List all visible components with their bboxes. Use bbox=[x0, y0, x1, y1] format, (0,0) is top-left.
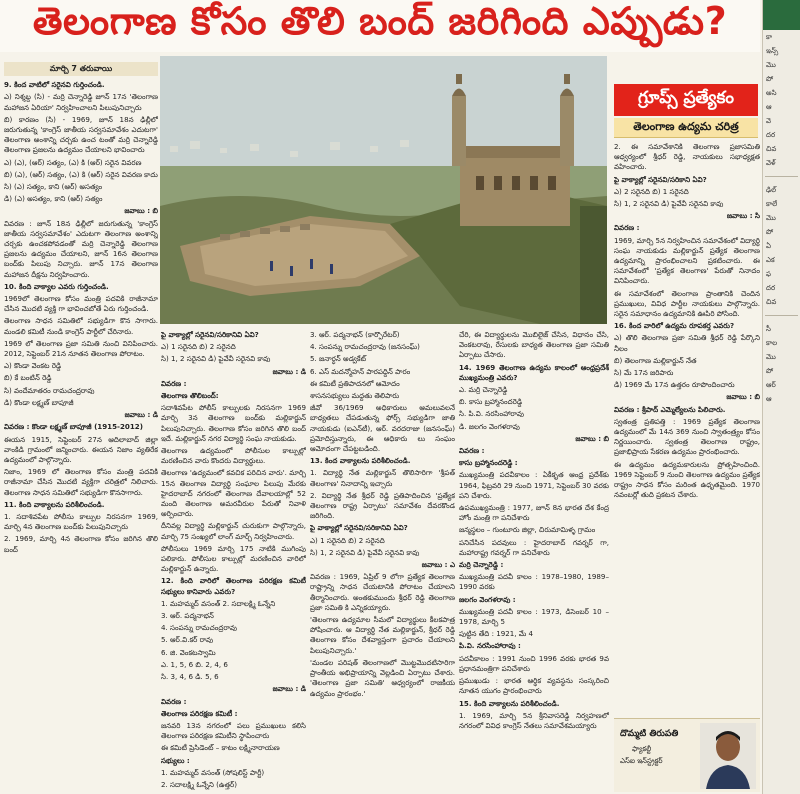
answer-line: జవాబు : బి bbox=[575, 433, 609, 443]
question-line: వివరణ : bbox=[161, 378, 187, 388]
groups-special-banner bbox=[614, 84, 758, 116]
body-line: ఎ) కొండా వెంకట రెడ్డి bbox=[4, 361, 62, 371]
column-3 bbox=[310, 330, 455, 790]
question-line: పై వాక్యాల్లో సరైనవి/సరికానివి ఏవి? bbox=[310, 523, 408, 533]
adjacent-column-strip bbox=[762, 0, 800, 794]
adjacent-item: మొ bbox=[766, 214, 776, 222]
body-line: ఎ) 2 సరైనది బి) 1 సరైనది bbox=[614, 186, 689, 196]
adjacent-item: ఢిల్ bbox=[766, 186, 777, 194]
body-line: 1. 1969, మార్చి 5న శ్రీనివాసరెడ్డి నిర్వహణలో నగరంలో వివిధ కాంగ్రెస్ నేతలు సమావేశమయ్యారు bbox=[459, 710, 609, 730]
body-line: ఈ కమిటీ ప్రెసిడెంట్ – కాటం లక్ష్మినారాయణ bbox=[161, 743, 280, 753]
adjacent-item: చివ bbox=[766, 145, 777, 153]
body-line: 6. ఎస్ మదన్మోహన్ పారపద్దిన్ పారం bbox=[310, 366, 411, 376]
body-line: ఈ ఉద్యమం ఉద్యమకారులను ప్రోత్సహించింది. 1969 సెప్టెంబర్ 9 నుంచి తెలంగాణ ఉద్యమం ప్రత్యేక రాష్ట్రం సాధన కోసం మరింత ఉధృతమైంది. 1970 నవంబర్లో తుది ప్రకటన చేశారు. bbox=[614, 459, 760, 500]
headline: తెలంగాణ కోసం తొలి బంద్ జరిగింది ఎప్పుడు? bbox=[32, 0, 728, 43]
headline-banner bbox=[0, 0, 760, 52]
body-line: స్వతంత్ర ప్రతిపత్తి : 1969 ప్రత్యేక తెలంగాణ ఉద్యమంలో మే 14న 369 నుంచి స్వాతంత్ర్యం కోసం నిర్ణయించారు. స్వతంత్ర తెలంగాణ రాష్ట్రం, ప్రజాభిప్రాయ సేకరణ ఉద్యమం ప్రారంభించారు. bbox=[614, 416, 760, 457]
question-line: వివరణ : bbox=[459, 446, 485, 456]
adjacent-item: దర bbox=[766, 284, 776, 292]
question-line: కాసు బ్రహ్మానందరెడ్డి : bbox=[459, 458, 518, 468]
body-line: ఈయన 1915, సెప్టెంబర్ 27న ఆదిలాబాద్ జిల్లా వాంకిడి గ్రామంలో జన్మించారు. ఈయన నిజాం వ్యతిరేక ఉద్యమంలో పాల్గొన్నారు. bbox=[4, 434, 158, 464]
adjacent-divider bbox=[765, 315, 798, 316]
body-line: 2. 1969, మార్చి 4న తెలంగాణ కోసం జరిగిన తొలి బంద్ bbox=[4, 534, 158, 554]
question-line: వివరణ : bbox=[614, 223, 640, 233]
body-line: 'తెలంగాణ ఉద్యమాల సీమలో విద్యార్థులు కీలకపాత్ర పోషించారు. ఆ విద్యార్థి నేత మల్లికార్జున్, శ్రీధర్ రెడ్డి తెలంగాణ కోసం దేశవ్యాప్తంగా ప్రచారం చేయాలని పిలుపునిచ్చారు.' bbox=[310, 615, 455, 655]
body-line: సి) (ఎ) సత్యం, కాని (ఆర్) అసత్యం bbox=[4, 182, 103, 192]
adjacent-item: అసి bbox=[766, 89, 777, 97]
adjacent-item: మొ bbox=[766, 353, 776, 361]
answer-line: జవాబు : సి bbox=[726, 211, 760, 221]
body-line: డి) కొండా లక్ష్మణ్ బాపూజీ bbox=[4, 397, 74, 407]
continued-tag: మార్చి 7 తరువాయి bbox=[4, 62, 158, 76]
body-line: సి. పి.వి. నరసింహారావు bbox=[459, 409, 524, 419]
body-line: బి. కాసు బ్రహ్మానందరెడ్డి bbox=[459, 397, 523, 407]
question-line: 10. కింది వాక్యాల ఎవరు గుర్తించండి. bbox=[4, 281, 109, 291]
section-subtitle: తెలంగాణ ఉద్యమ చరిత్ర bbox=[633, 119, 739, 133]
body-line: సి) మే 17న జరిపారు bbox=[614, 368, 674, 378]
body-line: 1. మహమ్మద్ వసంత్ 2. సదాలక్ష్మి ఓన్నేని bbox=[161, 598, 276, 608]
body-line: 5. జనార్ధన్ అడ్వకేట్ bbox=[310, 354, 367, 364]
body-line: 4. సంపన్ను రామచంద్రరావు bbox=[161, 623, 237, 633]
body-line: తెలంగాణ 'ఉద్యమంలో కవచిక పరిచిన వారు'. మార్చి 15న తెలంగాణ విద్యార్థి సంఘాల పిలుపు మేరకు హైదరాబాద్ నగరంలో తెలంగాణ దేవాలయాల్లో 52 మంది తెలంగాణ అమరవీరుల పేరుతో నివాళి అర్పించారు. bbox=[161, 468, 306, 519]
body-line: ఎ. 1, 5, 6 బి. 2, 4, 6 bbox=[161, 659, 228, 669]
answer-line: జవాబు : బి bbox=[124, 206, 158, 216]
question-line: 16. కింద వారిలో ఉద్యమ రూపకర్త ఎవరు? bbox=[614, 321, 735, 331]
body-line: ఉపముఖ్యమంత్రి : 1977, జూన్ 8న భారత దేశ కేంద్ర హోం మంత్రి గా పనిచేశారు bbox=[459, 503, 609, 523]
column-1 bbox=[4, 62, 158, 790]
question-line: వివరణ : కొండా లక్ష్మణ్ బాపూజీ (1915-2012) bbox=[4, 422, 143, 432]
telangana-movement-history-label bbox=[614, 118, 758, 138]
adjacent-item: చివ bbox=[766, 298, 777, 306]
question-line: 15. కింది వాక్యాలను పరిశీలించండి. bbox=[459, 698, 560, 708]
body-line: 4. సంపన్ను రామచంద్రరావు (జనసంఘ్) bbox=[310, 342, 420, 352]
question-line: పై వాక్యాల్లో సరైనవి/సరికానివి ఏవి? bbox=[161, 330, 259, 339]
answer-line: జవాబు : డి bbox=[272, 366, 306, 376]
body-line: ఎ) తొలి తెలంగాణ ప్రజా సమితి శ్రీధర్ రెడ్డి పేర్కొని నీలం bbox=[614, 333, 760, 353]
adjacent-item: సీ bbox=[766, 325, 771, 333]
adjacent-item: పో bbox=[766, 367, 774, 375]
adjacent-item: ఫ bbox=[766, 270, 771, 278]
body-line: పదవీకాలం : 1991 నుంచి 1996 వరకు భారత 9వ ప్రధానమంత్రిగా పనిచేశారు bbox=[459, 653, 609, 673]
body-line: సి) 1, 2 సరైనవి డి) పైవేవీ సరైనవి కావు bbox=[614, 199, 724, 209]
body-line: పుట్టిన తేది : 1921, మే 4 bbox=[459, 629, 534, 639]
body-line: ఎ) (ఎ), (ఆర్) సత్యం, (ఎ) కి (ఆర్) సరైన వివరణ bbox=[4, 157, 142, 167]
body-line: బి) (ఎ), (ఆర్) సత్యం, (ఎ) కి (ఆర్) సరైన వివరణ కాదు bbox=[4, 169, 158, 179]
column-3-body bbox=[310, 330, 455, 699]
adjacent-items bbox=[763, 30, 800, 406]
body-line: తెలంగాణ సాధన సమితిలో సభ్యుడిగా కొన సాగారు. మండలి కమిటీ నుండి కాంగ్రెస్ పార్టీలో చేరినారు. bbox=[4, 316, 158, 336]
body-line: 1. విద్యార్థి నేత మల్లికార్జున్ తొలిసారిగా 'శ్రీపత్ తెలంగాణ' నినాదాన్ని ఇచ్చారు bbox=[310, 468, 455, 488]
column-5 bbox=[614, 142, 760, 714]
adjacent-item: కా bbox=[766, 33, 773, 41]
body-line: 1969లో తెలంగాణ కోసం మంత్రి పదవికి రాజీనామా చేసిన మొదటి వ్యక్తి గా భావించబోతే ఏరు గుర్తించండి. bbox=[4, 294, 158, 314]
body-line: 5. ఆర్.వి.కర్ రావు bbox=[161, 635, 214, 645]
body-line: 1969, మార్చి 5న నిర్వహించిన సమావేశంలో విద్యార్థి సంఘ నాయకుడు మల్లికార్జున్ ప్రత్యేక తెలంగాణ ఉద్యమాన్ని ప్రారంభించాలని ప్రకటించారు. ఈ సమావేశంలో 'ప్రత్యేక తెలంగాణ' పేరుతో నినాదం వినిపించారు. bbox=[614, 235, 760, 286]
body-line: శాసనసభ్యులు మద్దతు తెలిపారు bbox=[310, 391, 400, 401]
author-box bbox=[614, 718, 760, 792]
question-line: వివరణ : శ్రీపాద్ ఎమ్మెల్యేలను పిలిచారు. bbox=[614, 404, 726, 414]
question-line: తెలంగాణ తొలిబంద్: bbox=[161, 391, 219, 401]
body-line: జనవరి 13న నగరంలో పలు ప్రముఖులు కలిసి తెలంగాణ పరిరక్షణ కమిటీని స్థాపించారు bbox=[161, 720, 306, 741]
body-line: ఈ సమావేశంలో తెలంగాణ ప్రాంతానికి చెందిన ప్రముఖులు, వివిధ పార్టీల నాయకులు పాల్గొన్నారు. సరైన సమాధానం ఉద్యమానికి ఊపిరి పోసింది. bbox=[614, 288, 760, 319]
body-line: డి) 1969 మే 17న ఉత్తరం రూపొందించారు bbox=[614, 380, 735, 390]
adjacent-item: ఆర్ bbox=[766, 381, 776, 389]
body-line: బి) తెలంగాణ మల్లికార్జున్ నేత bbox=[614, 355, 697, 365]
column-4 bbox=[459, 330, 609, 790]
body-line: నిజాం, 1969 లో తెలంగాణ కోసం మంత్రి పదవికి రాజీనామా చేసిన మొదటి వ్యక్తిగా చరిత్రలో నిలిచారు. తెలంగాణ సాధన సమితిలో సభ్యుడిగా కొనసాగారు. bbox=[4, 467, 158, 497]
body-line: డి. జలగం వెంగళరావు bbox=[459, 421, 520, 431]
body-line: ఎ) నిశ్శబ్ద (సి) - మర్రి చెన్నారెడ్డి జూన్ 17న 'తెలంగాణ మహాజన ఏరియా' నిర్వహించాలని పిలుపునిచ్చారు bbox=[4, 92, 158, 112]
answer-line: జవాబు : బి bbox=[726, 392, 760, 402]
body-line: సదాశివపేట పోలీస్ కాల్పులకు నిరసనగా 1969 మార్చి 3న తెలంగాణ బంద్‌కు మల్లికార్జున్ పిలుపునిచ్చారు. తెలంగాణ కోసం జరిగిన తొలి బంద్ ఇదే. మల్లికార్జున్ నగర విద్యార్థి సంఘ నాయకుడు. bbox=[161, 403, 306, 443]
author-name: దొమ్మటి తిరుపతి bbox=[620, 729, 679, 739]
body-line: సి) వందేమాతరం రామచంద్రరావు bbox=[4, 385, 95, 395]
adjacent-item: పో bbox=[766, 228, 774, 236]
adjacent-item: వెళ్ bbox=[766, 159, 776, 167]
body-line: 3. ఆర్. పద్మనాభన్ bbox=[161, 611, 214, 621]
adjacent-divider bbox=[765, 176, 798, 177]
body-line: ముఖ్యమంత్రి పదవీకాలం : ఏకీకృత ఆంధ్ర ప్రదేశ్‌కు 1964, ఫిబ్రవరి 29 నుంచి 1971, సెప్టెంబర్ 30 వరకు పని చేశారు. bbox=[459, 470, 609, 500]
question-line: 14. 1969 తెలంగాణ ఉద్యమ కాలంలో ఆంధ్రప్రదేశ్ ముఖ్యమంత్రి ఎవరు? bbox=[459, 362, 609, 382]
body-line: 6. జి. వెంకటస్వామి bbox=[161, 647, 216, 657]
question-line: 13. కింద వాక్యాలను పరిశీలించండి. bbox=[310, 456, 411, 466]
body-line: బి) కే బంటిన్ రెడ్డి bbox=[4, 373, 52, 383]
question-line: సభ్యులు : bbox=[161, 755, 190, 765]
body-line: సి) 1, 2 సరైనవి డి) పైవేవీ సరైనవి కావు bbox=[310, 547, 420, 557]
body-line: 1969 లో తెలంగాణ ప్రజా సమితి నుంచి వినిపించారు. 2012, సెప్టెంబర్ 21న నూతన తెలంగాణ పోరాటం. bbox=[4, 338, 158, 359]
body-line: జన్మస్థలం – గుంటూరు జిల్లా, చిరుమామిళ్ళ గ్రామం bbox=[459, 525, 596, 535]
question-line: పై వాక్యాల్లో సరైనవి/సరికాని ఏవి? bbox=[614, 174, 707, 184]
body-line: సి. 3, 4, 6 డి. 5, 6 bbox=[161, 672, 219, 682]
body-line: జీవో 36/1969 అధికారులు ఆమలువలనే బాధ్యతలు చేపడుతున్న ఫోర్స్ సభ్యుడిగా జాతి నాయకుడు (ఐఎన్‌టీ), ఆర్. వరదరాజు (జనసంఘ్) ప్రమోదిస్తున్నారు, ఈ ఆధికారు లు సంఘం ఆమోదంగా చేపట్టబడింది. bbox=[310, 403, 455, 454]
body-line: ప్రముఖుడు : భారత ఆర్థిక వ్యవస్థను సంస్కరించి నూతన యుగం ప్రారంభించారు bbox=[459, 676, 609, 696]
adjacent-header bbox=[763, 0, 800, 30]
adjacent-item: కాలే bbox=[766, 200, 778, 208]
body-line: పనిచేసిన పదవులు : హైదరాబాద్ గవర్నర్ గా, మహారాష్ట్ర గవర్నర్ గా పనిచేశారు bbox=[459, 537, 609, 557]
question-line: మర్రి చెన్నారెడ్డి : bbox=[459, 560, 504, 570]
question-line: 9. కింద వాటిలో సరైనవి గుర్తించండి. bbox=[4, 80, 105, 90]
golconda-fort-photo bbox=[160, 56, 607, 324]
body-line: సి) 1, 2 సరైనవి డి) పైవేవీ సరైనవి కావు bbox=[161, 354, 271, 364]
author-photo bbox=[700, 723, 756, 789]
adjacent-item: ఆ bbox=[766, 103, 772, 111]
fort-illustration bbox=[160, 56, 607, 324]
column-5-body bbox=[614, 142, 760, 501]
adjacent-item: పో bbox=[766, 75, 774, 83]
groups-special-label: గ్రూప్స్ ప్రత్యేకం bbox=[638, 88, 734, 108]
body-line: 3. ఆర్. పద్మనాభన్ (కార్పొరేటర్) bbox=[310, 330, 400, 339]
adjacent-item: కాల bbox=[766, 339, 778, 347]
body-line: 1. మహమ్మద్ వసంత్ (సోషలిస్ట్ పార్టీ) bbox=[161, 767, 265, 777]
body-line: ముఖ్యమంత్రి పదవీ కాలం : 1973, డిసెంబర్ 10 – 1978, మార్చి 5 bbox=[459, 606, 609, 627]
question-line: జలగం వెంగళరావు : bbox=[459, 594, 516, 604]
body-line: 2. సదాలక్ష్మి ఓన్నేని (ఉత్తర్) bbox=[161, 779, 237, 789]
answer-line: జవాబు : డి bbox=[272, 684, 306, 694]
column-2 bbox=[161, 330, 306, 790]
adjacent-item: మొ bbox=[766, 61, 776, 69]
body-line: ఎ. మర్రి చెన్నారెడ్డి bbox=[459, 385, 508, 395]
answer-line: జవాబు : డి bbox=[124, 410, 158, 420]
body-line: 'మండల పరిషత్ తెలంగాణలో మొట్టమొదటిసారిగా ప్రాంతీయ అభిప్రాయాన్ని వెల్లడించి ఏర్పాటు చేశారు. 'తెలంగాణ ప్రజా సమితి' ఆధ్వర్యంలో రాజకీయ ఉద్యమం ప్రారంభం.' bbox=[310, 657, 455, 698]
question-line: 11. కింది వాక్యాలను పరిశీలించండి. bbox=[4, 499, 105, 509]
adjacent-item: దర bbox=[766, 131, 776, 139]
body-line: తెలంగాణ ఉద్యమంలో పోలీసుల కాల్పుల్లో మరణించిన వారు కొందరు విద్యార్థులు. bbox=[161, 446, 306, 466]
column-2-body bbox=[161, 330, 306, 790]
body-line: ఈ కమిటీ ప్రతిపాదనలో ఆమోదం bbox=[310, 378, 400, 388]
column-1-body bbox=[4, 80, 158, 555]
body-line: పోలీసులు 1969 మార్చి 175 నాటికి ముగింపు పలికారు. పోలీసుల కాల్పుల్లో మరణించిన వారిలో మల్లికార్జున్ ఉన్నారు. bbox=[161, 543, 306, 574]
body-line: వివరణ : జూన్ 18న ఢిల్లీలో జరుగుతున్న 'కాంగ్రెస్ జాతీయ సర్వసమావేశం' ఎదుటగా తెలంగాణ అంశాన్ని చర్చకు ఉంచకపోవడంతో మర్రి చెన్నారెడ్డి తెలంగాణ ప్రజలను ఉద్యమం చేయాలని, జూన్ 16న తెలంగాణ బంద్‌కు పిలుపు నిచ్చారు. జూన్ 17న తెలంగాణ మహాజన దీక్షను నిర్వహించారు. bbox=[4, 218, 158, 279]
body-line: దీనివల్ల విద్యార్థి మల్లికార్జున్ చురుకుగా పాల్గొన్నారు, మార్చి 75 సంఖ్యలో లాంగ్ మార్చ్ నిర్వహించారు. bbox=[161, 521, 306, 541]
answer-line: జవాబు : ఎ bbox=[421, 560, 455, 570]
adjacent-item: ఏ bbox=[766, 242, 771, 250]
question-line: 12. కింది వారిలో తెలంగాణ పరిరక్షణ కమిటీ సభ్యులు కానివారు ఎవరు? bbox=[161, 576, 306, 596]
question-line: వివరణ : bbox=[161, 696, 187, 706]
author-title: ఎస్‌ఐ ఇన్‌స్ట్రక్టర్ bbox=[620, 757, 663, 765]
body-line: వివరణ : 1969, ఏప్రిల్ 9 లోగా ప్రత్యేక తెలంగాణ రాష్ట్రాన్ని సాధన చేయటానికి పోరాటం చేయాలని తీర్మానించారు. అంతకుముందు శ్రీధర్ రెడ్డి తెలంగాణ ప్రజా సమితి కి ఎన్నికయ్యారు. bbox=[310, 572, 455, 612]
body-line: 1. సదాశివపేట పోలీసు కాల్పుల నిరసనగా 1969, మార్చి 4న తెలంగాణ బంద్‌కు పిలుపునిచ్చారు bbox=[4, 511, 158, 532]
question-line: పి.వి. నరసింహారావు : bbox=[459, 641, 521, 651]
adjacent-item: ఇన్స్ bbox=[766, 47, 779, 55]
adjacent-item: ఆ bbox=[766, 395, 772, 403]
body-line: 2. విద్యార్థి నేత శ్రీధర్ రెడ్డి ప్రతిపాదించిన 'ప్రత్యేక తెలంగాణ రాష్ట్ర ఏర్పాటు' సమావేశం దేవరకొండ జరిగింది. bbox=[310, 490, 455, 521]
body-line: బి) కారణం (సి) - 1969, జూన్ 18న ఢిల్లీలో జరుగుతున్న 'కాంగ్రెస్ జాతీయ సర్వసమావేశం ఎదుటగా' తెలంగాణ అంశాన్ని చర్చకు ఉంచ టంతో మర్రి చెన్నారెడ్డి తెలంగాణ ప్రజలను ఉద్యమం చేయాలని భావించారు bbox=[4, 114, 158, 155]
body-line: ఎ) 1 సరైనది బి) 2 సరైనది bbox=[161, 342, 236, 352]
body-line: ముఖ్యమంత్రి పదవీ కాలం : 1978–1980, 1989–1990 వరకు bbox=[459, 572, 609, 592]
body-line: ఎ) 1 సరైనది బి) 2 సరైనది bbox=[310, 535, 385, 545]
column-4-body bbox=[459, 330, 609, 731]
body-line: చేరి, ఈ విద్యార్థులను మొబిలైజ్ చేసిన, విధానం చేసి, వెంకటరావు, రేసులకు బాధ్యత తెలంగాణ ప్రజా సమితి ఏర్పాటు చేసారు. bbox=[459, 330, 609, 360]
question-line: తెలంగాణ పరిరక్షణ కమిటీ : bbox=[161, 708, 238, 718]
adjacent-item: ఎక bbox=[766, 256, 775, 264]
author-role: ఫ్యాకల్టీ bbox=[632, 745, 652, 753]
body-line: 2. ఈ సమావేశానికి తెలంగాణ ప్రజాసమితి ఆధ్వర్యంలో శ్రీధర్ రెడ్డి, నాయకులు సభాధ్యక్షత వహించారు. bbox=[614, 142, 760, 172]
body-line: డి) (ఎ) అసత్యం, కాని (ఆర్) సత్యం bbox=[4, 194, 103, 204]
adjacent-item: వె bbox=[766, 117, 771, 125]
